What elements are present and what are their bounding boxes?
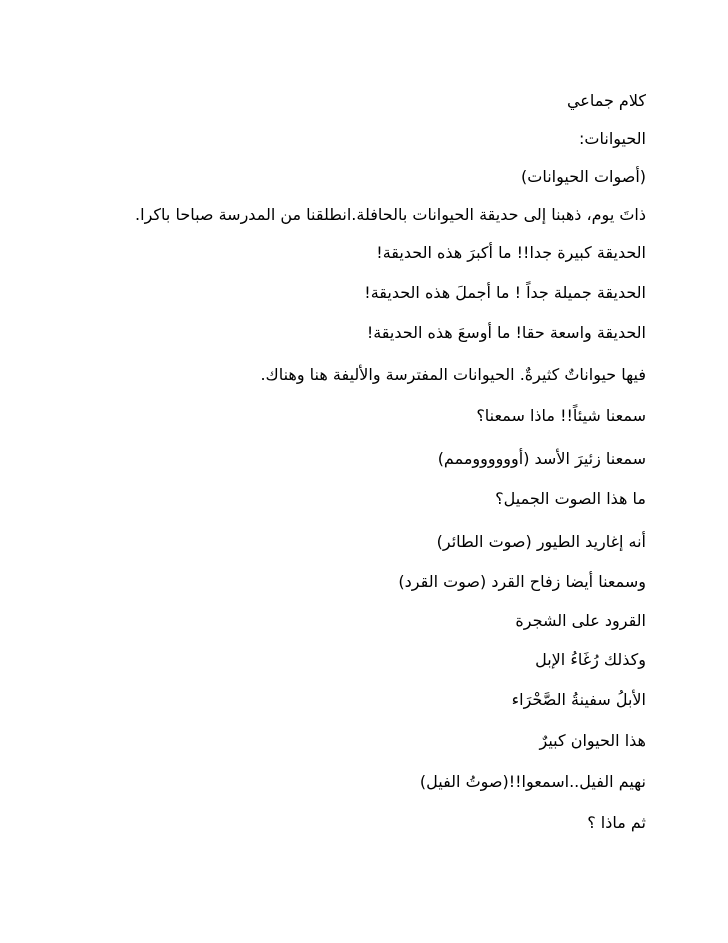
document-title: كلام جماعي [566,91,646,110]
text-line: هذا الحيوان كبيرٌ [539,731,646,750]
text-line: سمعنا شيئاً!! ماذا سمعنا؟ [476,406,646,425]
text-line: الحديقة جميلة جداً ! ما أجملَ هذه الحديقة! [364,283,646,302]
text-line: أنه إغاريد الطيور (صوت الطائر) [436,532,646,551]
text-line: ما هذا الصوت الجميل؟ [495,489,646,508]
text-line: وكذلك رُغَاءُ الإبل [535,650,646,669]
text-line: الأبلُ سفينةُ الصَّحْرَاء [511,690,646,709]
text-line: نهيم الفيل..اسمعوا!!(صوتُ الفيل) [419,772,646,791]
text-line: ذاتَ يوم، ذهبنا إلى حديقة الحيوانات بالحافلة.انطلقنا من المدرسة صباحا باكرا. [135,205,646,224]
text-line: سمعنا زئيرَ الأسد (أووووووممم) [437,449,646,468]
text-line: وسمعنا أيضا زفاح القرد (صوت القرد) [398,572,646,591]
section-subheading: (أصوات الحيوانات) [521,167,646,186]
section-heading: الحيوانات: [579,129,646,148]
text-line: فيها حيواناتٌ كثيرةٌ. الحيوانات المفترسة والأليفة هنا وهناك. [260,365,646,384]
text-line: الحديقة واسعة حقا! ما أوسعَ هذه الحديقة! [366,323,646,342]
text-line: الحديقة كبيرة جدا!! ما أكبرَ هذه الحديقة! [376,243,646,262]
text-line: القرود على الشجرة [515,611,646,630]
text-line: ثم ماذا ؟ [587,813,646,832]
